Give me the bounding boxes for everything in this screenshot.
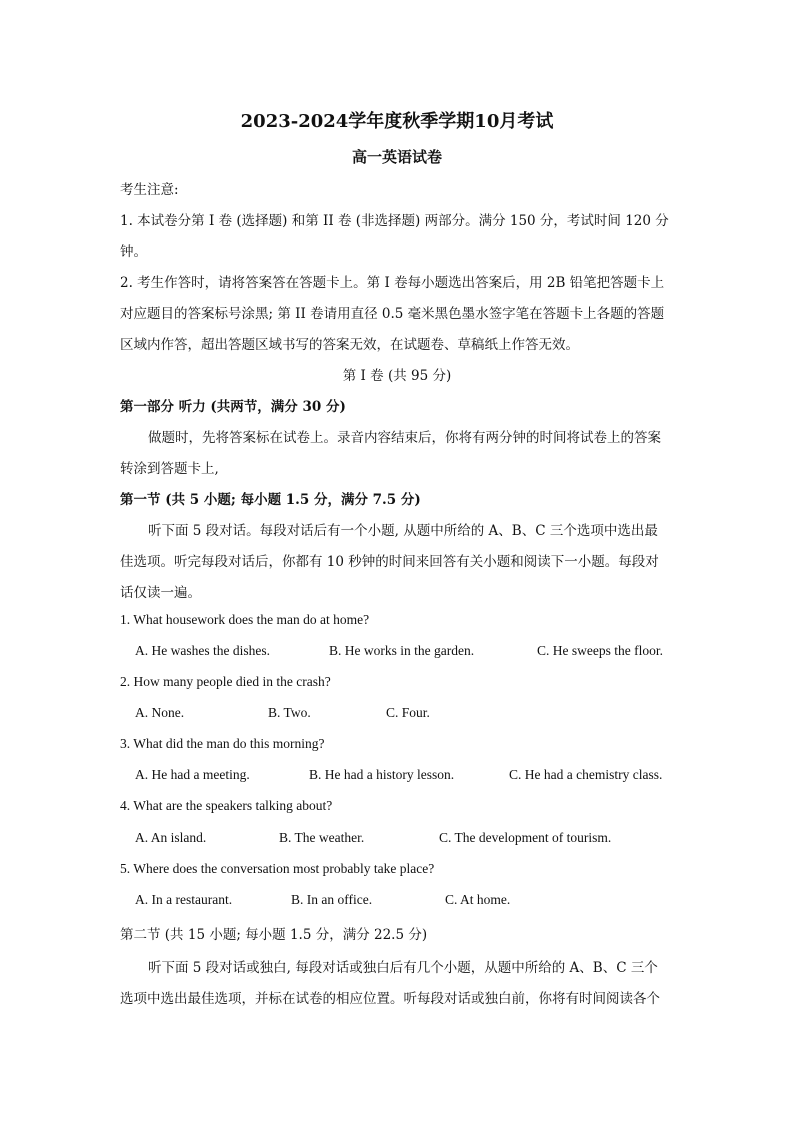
part-1-heading: 第一部分 听力 (共两节，满分 30 分) (120, 399, 346, 415)
question-1-stem: 1. What housework does the man do at home? (120, 612, 370, 627)
question-1-option-b: B. He works in the garden. (329, 643, 475, 658)
exam-subtitle: 高一英语试卷 (351, 148, 442, 166)
question-2-option-a: A. None. (135, 705, 185, 720)
notice-item-2-line-3: 区域内作答，超出答题区域书写的答案无效，在试题卷、草稿纸上作答无效。 (120, 337, 579, 353)
notice-item-1-line-1: 1. 本试卷分第 I 卷 (选择题) 和第 II 卷 (非选择题) 两部分。满分 150 分，考试时间 120 分 (120, 213, 669, 229)
volume-1-heading: 第 I 卷 (共 95 分) (342, 368, 452, 384)
question-2-option-b: B. Two. (268, 705, 311, 720)
question-4-option-a: A. An island. (135, 830, 207, 845)
question-2-option-c: C. Four. (386, 705, 430, 720)
question-4-stem: 4. What are the speakers talking about? (120, 798, 333, 813)
section-1-heading: 第一节 (共 5 小题; 每小题 1.5 分，满分 7.5 分) (120, 492, 421, 508)
section-2-intro-line-2: 选项中选出最佳选项，并标在试卷的相应位置。听每段对话或独白前，你将有时间阅读各个 (120, 991, 660, 1007)
notice-item-1-line-2: 钟。 (120, 244, 147, 260)
question-4-option-b: B. The weather. (279, 830, 365, 845)
question-3-option-b: B. He had a history lesson. (309, 767, 455, 782)
question-3-stem: 3. What did the man do this morning? (120, 736, 325, 751)
part-1-intro-line-2: 转涂到答题卡上, (120, 461, 219, 477)
question-5-stem: 5. Where does the conversation most probably take place? (120, 861, 435, 876)
notice-heading: 考生注意: (120, 182, 179, 198)
section-2-heading: 第二节 (共 15 小题; 每小题 1.5 分，满分 22.5 分) (120, 927, 428, 943)
section-1-intro-line-1: 听下面 5 段对话。每段对话后有一个小题, 从题中所给的 A、B、C 三个选项中选出最 (148, 523, 658, 539)
notice-item-2-line-2: 对应题目的答案标号涂黑; 第 II 卷请用直径 0.5 毫米黑色墨水签字笔在答题卡上各题的答题 (120, 306, 665, 322)
question-1-option-a: A. He washes the dishes. (135, 643, 270, 658)
question-4-option-c: C. The development of tourism. (439, 830, 612, 845)
question-1-option-c: C. He sweeps the floor. (537, 643, 663, 658)
question-5-option-c: C. At home. (445, 892, 511, 907)
section-1-intro-line-2: 佳选项。听完每段对话后，你都有 10 秒钟的时间来回答有关小题和阅读下一小题。每段对 (120, 554, 659, 570)
notice-item-2-line-1: 2. 考生作答时，请将答案答在答题卡上。第 I 卷每小题选出答案后，用 2B 铅笔把答题卡上 (120, 275, 665, 291)
section-2-intro-line-1: 听下面 5 段对话或独白, 每段对话或独白后有几个小题，从题中所给的 A、B、C 三个 (148, 960, 658, 976)
question-5-option-b: B. In an office. (291, 892, 373, 907)
part-1-intro-line-1: 做题时，先将答案标在试卷上。录音内容结束后，你将有两分钟的时间将试卷上的答案 (148, 430, 661, 446)
exam-title: 2023-2024学年度秋季学期10月考试 (240, 111, 554, 132)
question-3-option-a: A. He had a meeting. (135, 767, 250, 782)
question-5-option-a: A. In a restaurant. (135, 892, 233, 907)
question-2-stem: 2. How many people died in the crash? (120, 674, 331, 689)
section-1-intro-line-3: 话仅读一遍。 (120, 585, 201, 601)
question-3-option-c: C. He had a chemistry class. (509, 767, 663, 782)
